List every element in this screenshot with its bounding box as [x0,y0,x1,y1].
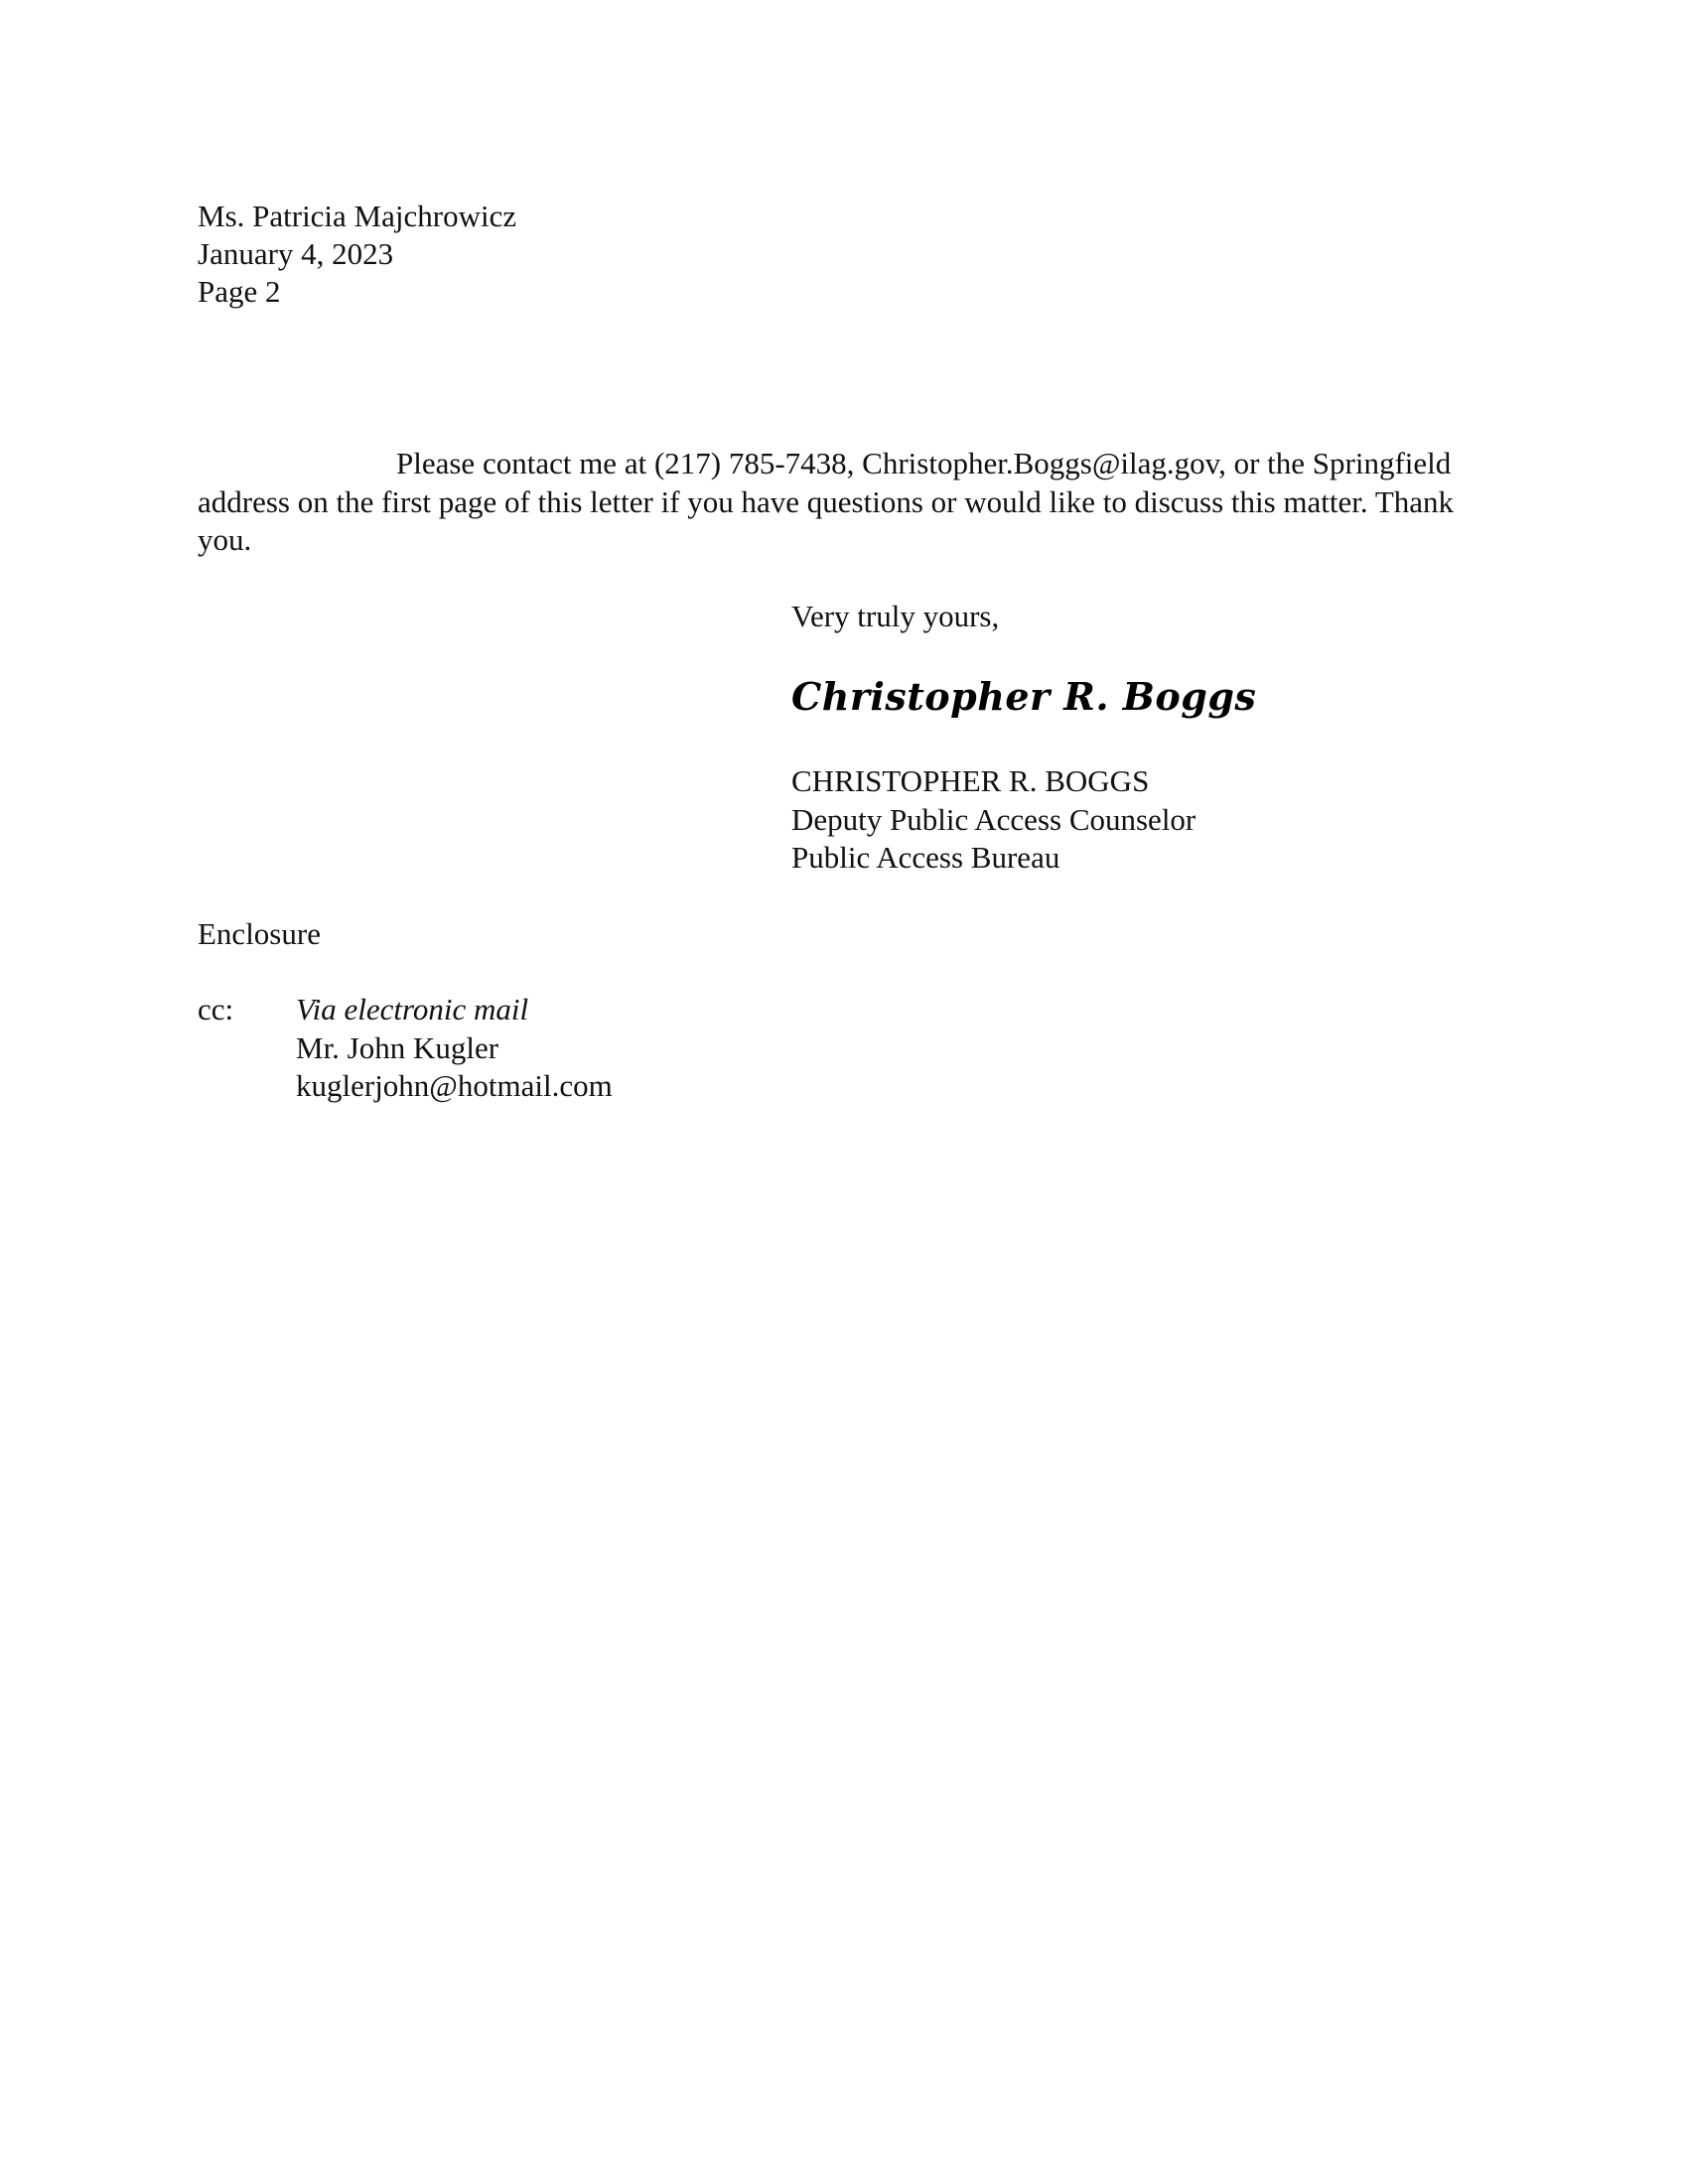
cc-recipient-name: Mr. John Kugler [296,1029,499,1065]
body-paragraph: Please contact me at (217) 785-7438, Christopher.Boggs@ilag.gov, or the Springfield address on the first page of this letter if you have questions or would like to discuss this matter. Thank you. [198,446,1455,557]
signer-bureau: Public Access Bureau [791,840,1060,875]
cc-block [296,991,613,1106]
cc-recipient-email: kuglerjohn@hotmail.com [296,1068,613,1103]
signer-name: CHRISTOPHER R. BOGGS [791,763,1150,798]
cc-label: cc: [198,992,234,1026]
page-number: Page 2 [198,274,281,309]
letter-header [198,198,516,311]
recipient-name: Ms. Patricia Majchrowicz [198,199,517,233]
letter-date: January 4, 2023 [198,236,394,271]
signer-title: Deputy Public Access Counselor [791,801,1196,837]
cc-method: Via electronic mail [296,992,529,1026]
closing-salutation: Very truly yours, [791,599,1000,633]
enclosure-note: Enclosure [198,916,321,951]
handwritten-signature: Christopher R. Boggs [791,674,1257,719]
signer-block [791,762,1196,878]
